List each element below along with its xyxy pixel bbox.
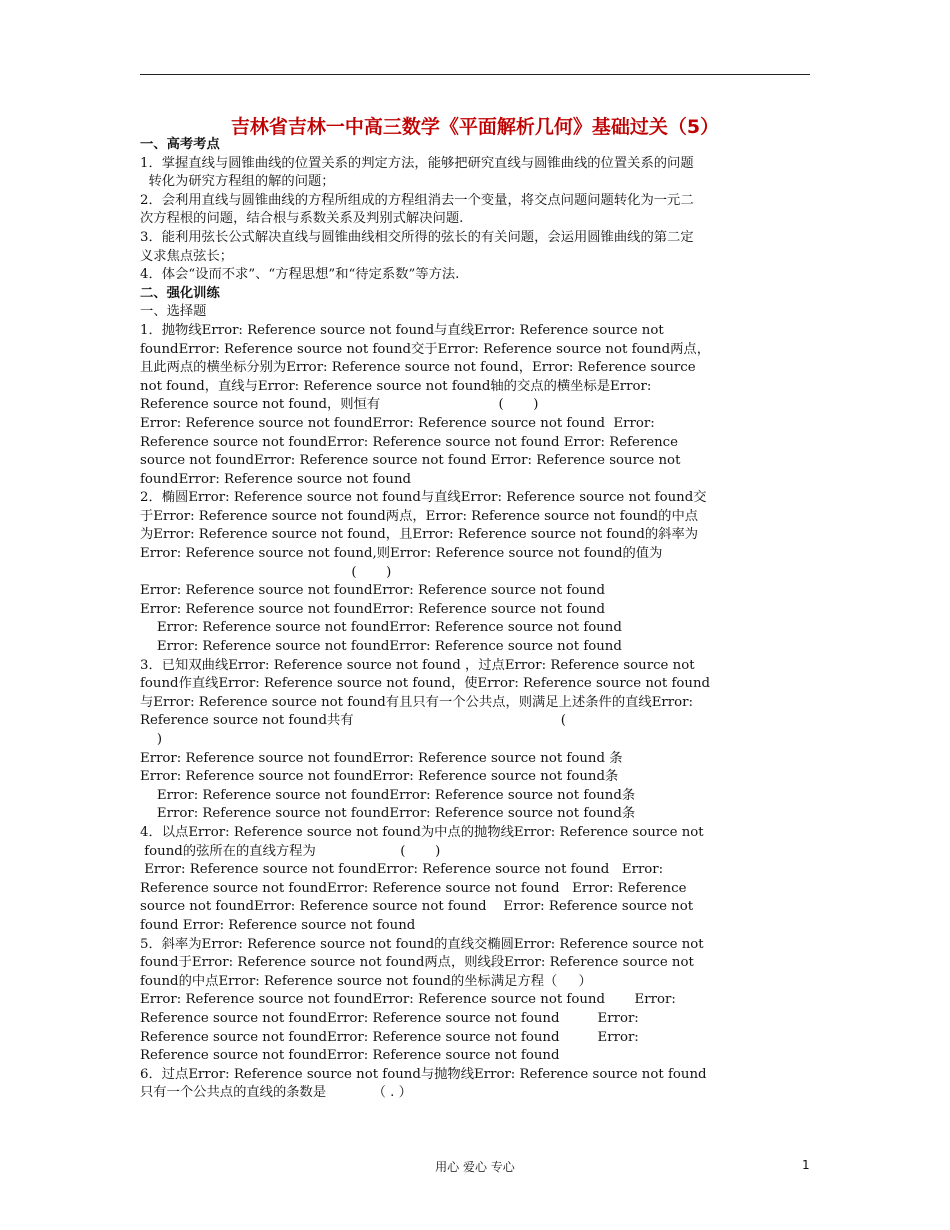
text-line: foundError: Reference source not found交于Error: Reference source not found两点， (140, 341, 711, 357)
page-footer: 用心 爱心 专心 (435, 1160, 515, 1174)
text-line: Reference source not foundError: Reference source not found Error: Reference (140, 880, 687, 896)
text-line: Error: Reference source not foundError: Reference source not found (140, 583, 605, 599)
text-line: found作直线Error: Reference source not found，使Error: Reference source not found (140, 676, 711, 692)
text-line: Error: Reference source not foundError: Reference source not found Error: (140, 992, 676, 1008)
text-line: Error: Reference source not foundError: Reference source not found条 (140, 806, 636, 822)
document-title: 吉林省吉林一中高三数学《平面解析几何》基础过关（5） (230, 116, 720, 138)
text-line: ) (140, 732, 163, 747)
text-line: 2．椭圆Error: Reference source not found与直线Error: Reference source not found交 (140, 490, 707, 506)
text-line: foundError: Reference source not found (140, 471, 412, 487)
text-line: Reference source not found，则恒有 ( ) (140, 397, 539, 413)
text-line: 1．掌握直线与圆锥曲线的位置关系的判定方法，能够把研究直线与圆锥曲线的位置关系的问题 (140, 155, 694, 171)
text-line: 与Error: Reference source not found有且只有一个公共点，则满足上述条件的直线Error: (140, 694, 693, 710)
text-line: Error: Reference source not foundError: Reference source not found (140, 601, 605, 617)
text-line: 3．能利用弦长公式解决直线与圆锥曲线相交所得的弦长的有关问题，会运用圆锥曲线的第二定 (140, 229, 694, 245)
text-line: 4．体会“设而不求”、“方程思想”和“待定系数”等方法. (140, 267, 460, 283)
text-line: 且此两点的横坐标分别为Error: Reference source not found，Error: Reference source (140, 360, 696, 376)
text-line: Error: Reference source not found,则Error: Reference source not found的值为 (140, 546, 663, 562)
text-line: 3．已知双曲线Error: Reference source not found ，过点Error: Reference source not (140, 657, 695, 673)
section-heading: 一、高考考点 (140, 137, 220, 152)
text-line: found于Error: Reference source not found两点，则线段Error: Reference source not (140, 955, 694, 971)
text-line: Error: Reference source not foundError: Reference source not found (140, 620, 622, 636)
text-line: found Error: Reference source not found (140, 917, 416, 933)
text-line: Reference source not found共有 ( (140, 713, 566, 729)
text-line: 为Error: Reference source not found，且Error: Reference source not found的斜率为 (140, 527, 699, 543)
document-body (140, 136, 812, 1103)
text-line: Reference source not foundError: Reference source not found Error: (140, 1029, 639, 1045)
text-line: source not foundError: Reference source not found Error: Reference source not (140, 899, 694, 915)
text-line: 一、选择题 (140, 304, 207, 320)
text-line: Error: Reference source not foundError: Reference source not found条 (140, 787, 636, 803)
text-line: 5．斜率为Error: Reference source not found的直线交椭圆Error: Reference source not (140, 936, 704, 952)
text-line: Reference source not foundError: Reference source not found Error: Reference (140, 434, 678, 450)
page-number: 1 (802, 1158, 810, 1172)
text-line: Error: Reference source not foundError: Reference source not found Error: (140, 862, 664, 878)
text-line: 于Error: Reference source not found两点，Error: Reference source not found的中点 (140, 508, 699, 524)
text-line: 6．过点Error: Reference source not found与抛物线Error: Reference source not found (140, 1066, 707, 1082)
text-line: not found，直线与Error: Reference source not found轴的交点的横坐标是Error: (140, 378, 652, 394)
text-line: Reference source not foundError: Reference source not found (140, 1048, 560, 1064)
section-heading: 二、强化训练 (140, 285, 220, 301)
text-line: Error: Reference source not foundError: Reference source not found (140, 639, 622, 655)
text-line: Error: Reference source not foundError: Reference source not found 条 (140, 750, 623, 766)
text-line: found的中点Error: Reference source not found的坐标满足方程（ ） (140, 973, 592, 989)
text-line: 1．抛物线Error: Reference source not found与直线Error: Reference source not (140, 322, 664, 338)
text-line: 次方程根的问题，结合根与系数关系及判别式解决问题. (140, 211, 464, 227)
text-line: 2．会利用直线与圆锥曲线的方程所组成的方程组消去一个变量，将交点问题问题转化为一元二 (140, 192, 694, 208)
text-line: Error: Reference source not foundError: Reference source not found条 (140, 769, 619, 785)
text-line: 转化为研究方程组的解的问题； (140, 174, 335, 190)
text-line: found的弦所在的直线方程为 ( ) (140, 843, 441, 859)
text-line: 义求焦点弦长； (140, 248, 234, 264)
text-line: Reference source not foundError: Reference source not found Error: (140, 1010, 639, 1026)
header-rule (140, 74, 810, 75)
text-line: source not foundError: Reference source not found Error: Reference source not (140, 453, 681, 469)
text-line: 只有一个公共点的直线的条数是 （ . ） (140, 1085, 412, 1101)
text-line: Error: Reference source not foundError: Reference source not found Error: (140, 415, 655, 431)
text-line: 4．以点Error: Reference source not found为中点的抛物线Error: Reference source not (140, 824, 704, 840)
text-line: ( ) (140, 564, 392, 580)
